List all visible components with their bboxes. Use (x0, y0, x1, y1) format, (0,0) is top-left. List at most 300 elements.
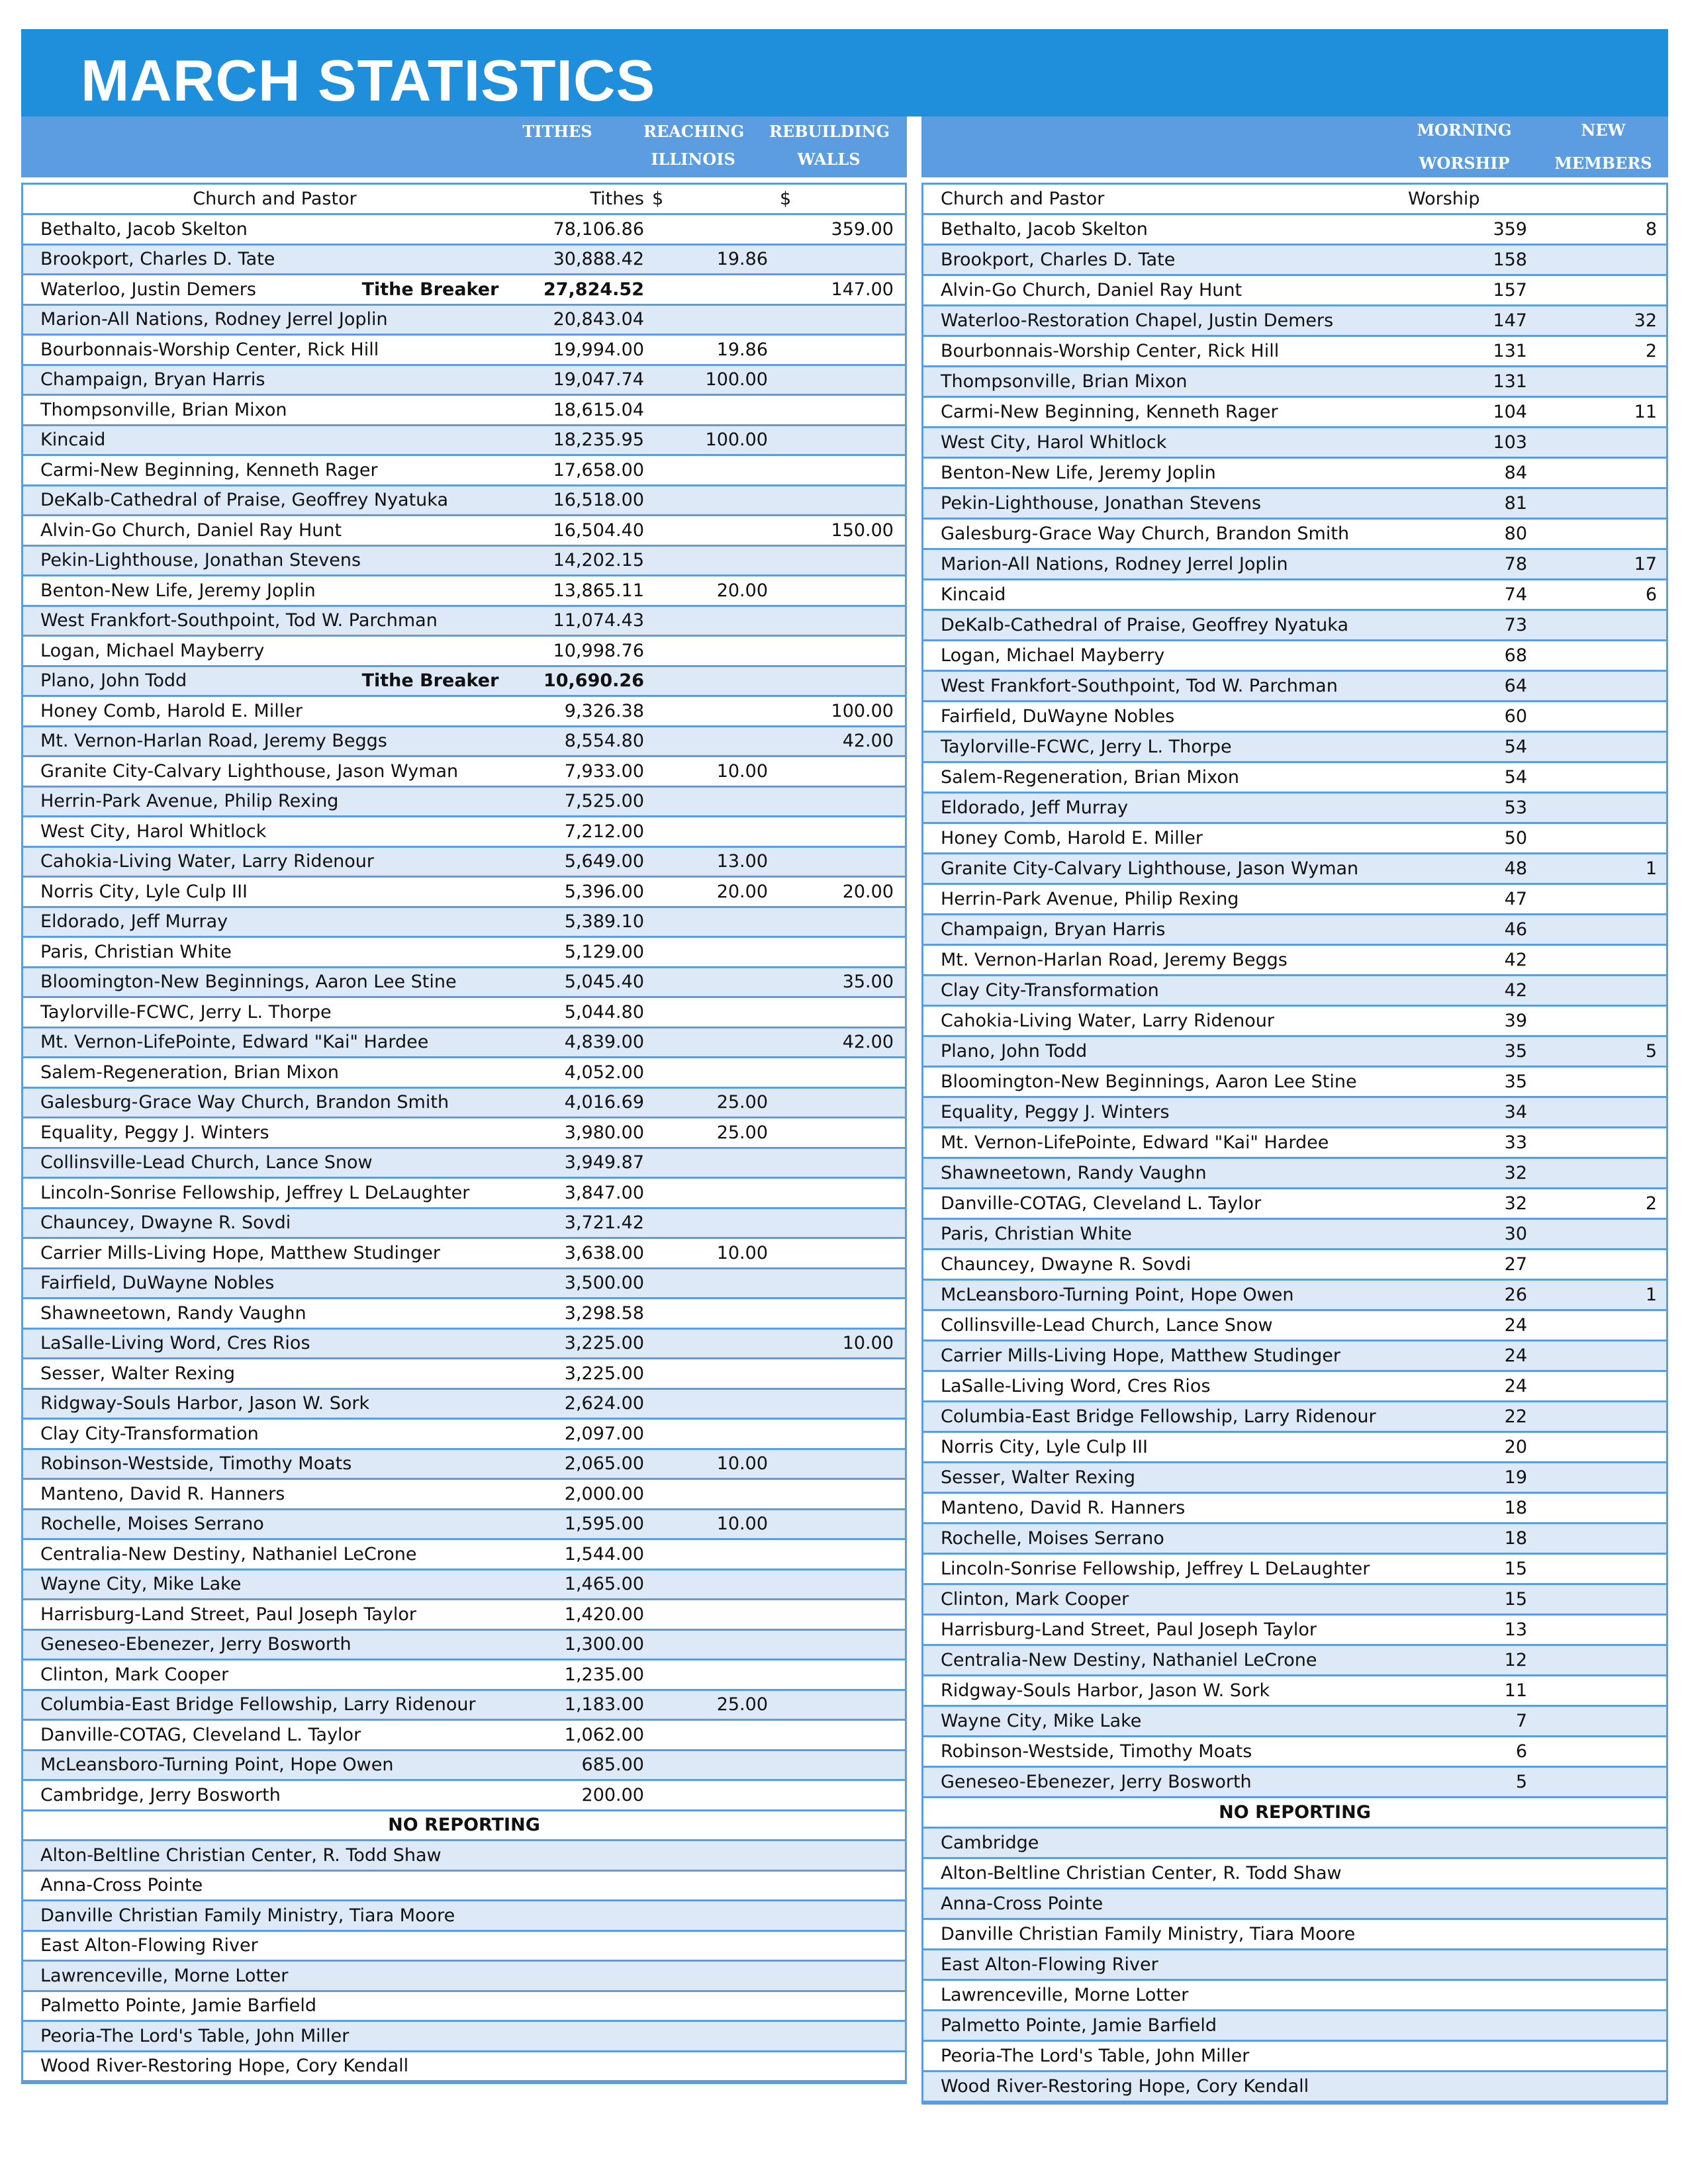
rebuilding-walls-value (778, 1420, 894, 1448)
new-members-value (1559, 1372, 1657, 1400)
rebuilding-walls-value (778, 817, 894, 846)
reaching-illinois-value: 100.00 (705, 430, 768, 451)
morning-worship-value: 50 (1504, 828, 1527, 848)
new-members-value (1559, 1676, 1657, 1705)
table-row (23, 938, 905, 968)
new-members-value (1559, 1342, 1657, 1370)
table-row (923, 1159, 1666, 1189)
church-name: Geneseo-Ebenezer, Jerry Bosworth (40, 1634, 352, 1655)
church-name: Mt. Vernon-LifePointe, Edward "Kai" Hardee (40, 1032, 429, 1053)
church-name: Shawneetown, Randy Vaughn (941, 1163, 1207, 1183)
table-row (23, 848, 905, 878)
tithes-value: 3,298.58 (564, 1302, 644, 1324)
morning-worship-value: 33 (1504, 1132, 1527, 1153)
morning-worship-value: 104 (1493, 402, 1527, 422)
tithes-value: 5,389.10 (564, 911, 644, 933)
morning-worship-value: 19 (1504, 1467, 1527, 1488)
tithes-value: 2,000.00 (564, 1483, 644, 1504)
new-members-value (1559, 915, 1657, 944)
morning-worship-value: 15 (1504, 1589, 1527, 1610)
new-members-value: 6 (1645, 584, 1657, 605)
table-row (23, 1781, 905, 1811)
table-row (923, 885, 1666, 915)
morning-worship-value: 35 (1504, 1041, 1527, 1062)
new-members-value (1559, 246, 1657, 274)
church-name: Robinson-Westside, Timothy Moats (40, 1453, 352, 1475)
tithes-value: 5,129.00 (564, 941, 644, 962)
reaching-illinois-value (659, 547, 768, 575)
new-members-value (1559, 1433, 1657, 1461)
tithes-value: 18,615.04 (553, 399, 644, 420)
reaching-illinois-value: 25.00 (716, 1092, 768, 1113)
morning-worship-value: 24 (1504, 1315, 1527, 1336)
church-name: Harrisburg-Land Street, Paul Joseph Taylor (40, 1604, 417, 1625)
table-row (23, 547, 905, 577)
morning-worship-value: 131 (1493, 371, 1527, 392)
church-name: Wood River-Restoring Hope, Cory Kendall (40, 2056, 409, 2077)
church-name: Anna-Cross Pointe (941, 1893, 1103, 1914)
new-members-value (1559, 1494, 1657, 1522)
new-members-value (1559, 976, 1657, 1005)
reaching-illinois-value: 10.00 (716, 1514, 768, 1535)
table-row (923, 367, 1666, 398)
no-reporting-row (923, 1950, 1666, 1981)
church-name: Fairfield, DuWayne Nobles (40, 1273, 275, 1294)
tithe-breaker-badge: Tithe Breaker (361, 279, 499, 300)
morning-worship-value: 54 (1504, 737, 1527, 757)
morning-worship-value: 27 (1504, 1254, 1527, 1275)
church-name: Carmi-New Beginning, Kenneth Rager (941, 402, 1278, 422)
tithes-value: 2,065.00 (564, 1453, 644, 1475)
table-row (23, 1570, 905, 1601)
new-members-value: 1 (1645, 858, 1657, 879)
morning-worship-value: 18 (1504, 1528, 1527, 1549)
morning-worship-value: 39 (1504, 1011, 1527, 1031)
rebuilding-walls-value: 42.00 (842, 731, 894, 752)
morning-worship-value: 32 (1504, 1163, 1527, 1183)
church-name: Galesburg-Grace Way Church, Brandon Smith (40, 1092, 449, 1113)
new-members-value (1559, 702, 1657, 731)
tithes-value: 30,888.42 (553, 249, 644, 270)
church-name: Collinsville-Lead Church, Lance Snow (40, 1152, 373, 1173)
church-name: Bourbonnais-Worship Center, Rick Hill (941, 341, 1280, 361)
tithes-value: 78,106.86 (553, 218, 644, 240)
header-worship-line1: MORNING (1417, 120, 1512, 140)
tithes-value: 9,326.38 (564, 700, 644, 721)
reaching-illinois-value (659, 817, 768, 846)
table-row (23, 1751, 905, 1782)
new-members-value: 2 (1645, 341, 1657, 361)
reaching-illinois-value (659, 908, 768, 936)
morning-worship-value: 359 (1493, 219, 1527, 240)
morning-worship-value: 131 (1493, 341, 1527, 361)
reaching-illinois-value (659, 1209, 768, 1238)
tithes-value: 200.00 (581, 1784, 644, 1805)
tithes-value: 16,504.40 (553, 520, 644, 541)
church-name: East Alton-Flowing River (40, 1935, 258, 1956)
church-name: Shawneetown, Randy Vaughn (40, 1302, 306, 1324)
church-name: Marion-All Nations, Rodney Jerrel Joplin (40, 309, 388, 330)
table-row (23, 1149, 905, 1179)
tithes-value: 1,235.00 (564, 1664, 644, 1685)
church-name: McLeansboro-Turning Point, Hope Owen (941, 1285, 1294, 1305)
tithes-value: 1,465.00 (564, 1574, 644, 1595)
rebuilding-walls-value: 359.00 (831, 218, 894, 240)
tithes-value: 3,949.87 (564, 1152, 644, 1173)
church-name: Columbia-East Bridge Fellowship, Larry Ridenour (941, 1406, 1376, 1427)
morning-worship-value: 60 (1504, 706, 1527, 727)
new-members-value: 32 (1634, 310, 1657, 331)
morning-worship-value: 103 (1493, 432, 1527, 453)
reaching-illinois-value (659, 486, 768, 515)
tithes-value: 14,202.15 (553, 550, 644, 571)
morning-worship-value: 15 (1504, 1559, 1527, 1579)
new-members-value (1559, 1402, 1657, 1431)
tithe-breaker-badge: Tithe Breaker (361, 670, 499, 692)
table-row (23, 1179, 905, 1209)
table-row (923, 580, 1666, 611)
morning-worship-value: 35 (1504, 1071, 1527, 1092)
table-row (923, 1250, 1666, 1281)
rebuilding-walls-value (778, 757, 894, 786)
tithes-value: 11,074.43 (553, 610, 644, 631)
new-members-value (1559, 1737, 1657, 1766)
church-name: Pekin-Lighthouse, Jonathan Stevens (941, 493, 1262, 514)
church-name: Carrier Mills-Living Hope, Matthew Studinger (40, 1242, 440, 1263)
table-row (923, 1524, 1666, 1555)
church-name: Benton-New Life, Jeremy Joplin (941, 463, 1216, 483)
church-name: Norris City, Lyle Culp III (40, 881, 248, 902)
table-row (923, 550, 1666, 580)
reaching-illinois-value (659, 1269, 768, 1298)
reaching-illinois-value (659, 1540, 768, 1569)
church-name: Granite City-Calvary Lighthouse, Jason Wyman (40, 760, 459, 782)
table-row (23, 1330, 905, 1360)
header-rebuilding-walls (769, 118, 888, 173)
tithes-value: 19,994.00 (553, 339, 644, 360)
morning-worship-value: 47 (1504, 889, 1527, 909)
rebuilding-walls-value: 100.00 (831, 700, 894, 721)
table-row (923, 1281, 1666, 1311)
church-name: Taylorville-FCWC, Jerry L. Thorpe (941, 737, 1232, 757)
subheader-worship: Worship (1408, 189, 1480, 209)
new-members-value (1559, 428, 1657, 457)
table-row (23, 1691, 905, 1721)
tithes-table (21, 183, 907, 2084)
morning-worship-value: 13 (1504, 1619, 1527, 1640)
church-name: Alton-Beltline Christian Center, R. Todd Shaw (941, 1863, 1342, 1884)
church-name: Danville-COTAG, Cleveland L. Taylor (40, 1724, 361, 1745)
table-row (923, 489, 1666, 520)
church-name: Salem-Regeneration, Brian Mixon (40, 1062, 339, 1083)
table-row (923, 246, 1666, 276)
table-row (23, 727, 905, 758)
rebuilding-walls-value (778, 576, 894, 605)
table-row (23, 1089, 905, 1119)
rebuilding-walls-value (778, 1600, 894, 1629)
new-members-value (1559, 1128, 1657, 1157)
rebuilding-walls-value (778, 366, 894, 394)
church-name: Champaign, Bryan Harris (941, 919, 1166, 940)
page-title: MARCH STATISTICS (81, 48, 656, 113)
new-members-value (1559, 1311, 1657, 1340)
table-row (23, 1390, 905, 1420)
table-row (923, 1646, 1666, 1676)
new-members-value (1559, 1068, 1657, 1096)
table-row (23, 576, 905, 607)
church-name: Peoria-The Lord's Table, John Miller (941, 2046, 1250, 2066)
subheader-church-pastor: Church and Pastor (193, 189, 357, 209)
church-name: Ridgway-Souls Harbor, Jason W. Sork (941, 1680, 1270, 1701)
tithes-value: 3,721.42 (564, 1212, 644, 1234)
table-row (923, 337, 1666, 367)
church-name: Galesburg-Grace Way Church, Brandon Smith (941, 523, 1350, 544)
tithes-value: 5,045.40 (564, 972, 644, 993)
morning-worship-value: 147 (1493, 310, 1527, 331)
rebuilding-walls-value (778, 246, 894, 274)
no-reporting-row (923, 1981, 1666, 2011)
table-row (923, 1098, 1666, 1128)
rebuilding-walls-value (778, 667, 894, 696)
church-name: Collinsville-Lead Church, Lance Snow (941, 1315, 1273, 1336)
new-members-value (1559, 1524, 1657, 1553)
church-name: Champaign, Bryan Harris (40, 369, 265, 390)
church-name: Marion-All Nations, Rodney Jerrel Joplin (941, 554, 1288, 574)
new-members-value: 17 (1634, 554, 1657, 574)
reaching-illinois-value (659, 215, 768, 244)
tithes-value: 5,044.80 (564, 1001, 644, 1023)
rebuilding-walls-value (778, 1058, 894, 1087)
church-name: Alton-Beltline Christian Center, R. Todd Shaw (40, 1844, 442, 1866)
table-row (23, 968, 905, 999)
no-reporting-header (923, 1798, 1666, 1829)
church-name: Geneseo-Ebenezer, Jerry Bosworth (941, 1772, 1252, 1792)
table-row (923, 276, 1666, 306)
tithes-value: 3,225.00 (564, 1363, 644, 1384)
church-name: Centralia-New Destiny, Nathaniel LeCrone (40, 1543, 417, 1565)
table-row (923, 763, 1666, 794)
reaching-illinois-value (659, 1149, 768, 1177)
table-row (923, 1037, 1666, 1068)
morning-worship-value: 157 (1493, 280, 1527, 300)
table-row (923, 1372, 1666, 1402)
subheader-church-pastor: Church and Pastor (941, 189, 1105, 209)
header-reaching-illinois (643, 118, 743, 173)
table-row (923, 1433, 1666, 1463)
table-row (923, 1189, 1666, 1220)
rebuilding-walls-value (778, 1118, 894, 1147)
rebuilding-walls-value (778, 938, 894, 966)
church-name: Bloomington-New Beginnings, Aaron Lee Stine (40, 972, 457, 993)
worship-table-subheader (923, 185, 1666, 215)
church-name: Cambridge, Jerry Bosworth (40, 1784, 281, 1805)
no-reporting-row (923, 2011, 1666, 2042)
tithes-value: 1,544.00 (564, 1543, 644, 1565)
reaching-illinois-value (659, 396, 768, 424)
church-name: Bloomington-New Beginnings, Aaron Lee Stine (941, 1071, 1357, 1092)
church-name: Carrier Mills-Living Hope, Matthew Studinger (941, 1345, 1340, 1366)
table-row (923, 1676, 1666, 1707)
reaching-illinois-value (659, 1359, 768, 1388)
table-row (923, 915, 1666, 946)
church-name: Salem-Regeneration, Brian Mixon (941, 767, 1239, 788)
table-row (23, 697, 905, 727)
new-members-value (1559, 1707, 1657, 1735)
rebuilding-walls-value (778, 1269, 894, 1298)
rebuilding-walls-value: 10.00 (842, 1333, 894, 1354)
tithes-value: 20,843.04 (553, 309, 644, 330)
rebuilding-walls-value (778, 1089, 894, 1117)
new-members-value (1559, 946, 1657, 974)
church-name: Logan, Michael Mayberry (941, 645, 1165, 666)
reaching-illinois-value (659, 516, 768, 545)
tithes-table-subheader (23, 185, 905, 215)
table-row (23, 1299, 905, 1330)
table-row (923, 641, 1666, 672)
tithes-value: 8,554.80 (564, 731, 644, 752)
table-row (923, 1555, 1666, 1585)
church-name: Clay City-Transformation (941, 980, 1159, 1001)
table-row (23, 878, 905, 908)
table-row (923, 398, 1666, 428)
no-reporting-row (923, 1920, 1666, 1950)
tithes-value: 685.00 (581, 1754, 644, 1776)
morning-worship-value: 26 (1504, 1285, 1527, 1305)
church-name: DeKalb-Cathedral of Praise, Geoffrey Nyatuka (941, 615, 1349, 635)
church-name: Bethalto, Jacob Skelton (40, 218, 248, 240)
rebuilding-walls-value (778, 1299, 894, 1328)
table-row (923, 1007, 1666, 1037)
table-row (923, 976, 1666, 1007)
reaching-illinois-value: 25.00 (716, 1694, 768, 1715)
reaching-illinois-value (659, 637, 768, 665)
morning-worship-value: 32 (1504, 1193, 1527, 1214)
tithes-value: 3,847.00 (564, 1182, 644, 1203)
rebuilding-walls-value (778, 1661, 894, 1689)
tithes-value: 1,062.00 (564, 1724, 644, 1745)
church-name: Paris, Christian White (941, 1224, 1132, 1244)
new-members-value (1559, 1768, 1657, 1796)
church-name: Lawrenceville, Morne Lotter (40, 1965, 289, 1986)
reaching-illinois-value (659, 1721, 768, 1749)
rebuilding-walls-value (778, 998, 894, 1026)
rebuilding-walls-value (778, 1149, 894, 1177)
table-row (23, 1600, 905, 1631)
table-row (23, 456, 905, 486)
rebuilding-walls-value (778, 1510, 894, 1539)
reaching-illinois-value: 19.86 (716, 249, 768, 270)
reaching-illinois-value (659, 788, 768, 816)
reaching-illinois-value (659, 1330, 768, 1358)
tithes-value: 13,865.11 (553, 580, 644, 601)
reaching-illinois-value (659, 607, 768, 635)
rebuilding-walls-value (778, 396, 894, 424)
church-name: Clinton, Mark Cooper (40, 1664, 229, 1685)
table-row (23, 215, 905, 246)
church-name: Chauncey, Dwayne R. Sovdi (941, 1254, 1192, 1275)
table-row (923, 1220, 1666, 1250)
rebuilding-walls-value: 42.00 (842, 1032, 894, 1053)
reaching-illinois-value (659, 1781, 768, 1809)
rebuilding-walls-value (778, 1721, 894, 1749)
new-members-value: 5 (1645, 1041, 1657, 1062)
no-reporting-row (923, 1889, 1666, 1920)
table-row (23, 1480, 905, 1510)
church-name: Manteno, David R. Hanners (941, 1498, 1186, 1518)
church-name: LaSalle-Living Word, Cres Rios (40, 1333, 310, 1354)
reaching-illinois-value (659, 1420, 768, 1448)
rebuilding-walls-value: 35.00 (842, 972, 894, 993)
church-name: Equality, Peggy J. Winters (40, 1122, 269, 1143)
table-row (923, 946, 1666, 976)
morning-worship-value: 5 (1515, 1772, 1527, 1792)
new-members-value (1559, 641, 1657, 670)
morning-worship-value: 7 (1515, 1711, 1527, 1731)
morning-worship-value: 74 (1504, 584, 1527, 605)
morning-worship-value: 20 (1504, 1437, 1527, 1457)
header-reaching-line1: REACHING (643, 122, 745, 141)
church-name: Palmetto Pointe, Jamie Barfield (941, 2015, 1217, 2036)
church-name: Sesser, Walter Rexing (941, 1467, 1136, 1488)
church-name: Centralia-New Destiny, Nathaniel LeCrone (941, 1650, 1317, 1670)
rebuilding-walls-value (778, 1450, 894, 1479)
church-name: Norris City, Lyle Culp III (941, 1437, 1148, 1457)
right-header-band (921, 116, 1668, 177)
new-members-value (1559, 794, 1657, 822)
reaching-illinois-value (659, 1028, 768, 1057)
church-name: Lincoln-Sonrise Fellowship, Jeffrey L DeLaughter (941, 1559, 1370, 1579)
table-row (23, 1239, 905, 1269)
morning-worship-value: 48 (1504, 858, 1527, 879)
tithes-value: 17,658.00 (553, 459, 644, 480)
worship-table (921, 183, 1668, 2105)
church-name: Alvin-Go Church, Daniel Ray Hunt (941, 280, 1243, 300)
morning-worship-value: 42 (1504, 980, 1527, 1001)
tithes-value: 1,300.00 (564, 1634, 644, 1655)
church-name: Logan, Michael Mayberry (40, 640, 265, 661)
rebuilding-walls-value (778, 1390, 894, 1418)
table-row (923, 1402, 1666, 1433)
reaching-illinois-value: 10.00 (716, 760, 768, 782)
table-row (923, 1707, 1666, 1737)
new-members-value (1559, 459, 1657, 487)
church-name: Pekin-Lighthouse, Jonathan Stevens (40, 550, 361, 571)
church-name: Benton-New Life, Jeremy Joplin (40, 580, 316, 601)
reaching-illinois-value (659, 1390, 768, 1418)
table-row (23, 1661, 905, 1691)
table-row (23, 1631, 905, 1661)
rebuilding-walls-value (778, 1209, 894, 1238)
table-row (923, 215, 1666, 246)
rebuilding-walls-value (778, 426, 894, 455)
rebuilding-walls-value (778, 1570, 894, 1599)
header-tithes-label: TITHES (522, 122, 592, 141)
reaching-illinois-value (659, 1661, 768, 1689)
morning-worship-value: 42 (1504, 950, 1527, 970)
table-row (923, 824, 1666, 854)
church-name: Taylorville-FCWC, Jerry L. Thorpe (40, 1001, 332, 1023)
table-row (23, 1359, 905, 1390)
church-name: Thompsonville, Brian Mixon (40, 399, 287, 420)
new-members-value: 2 (1645, 1193, 1657, 1214)
no-reporting-row (923, 2072, 1666, 2103)
header-rebuilding-line2: WALLS (797, 150, 861, 169)
church-name: Cahokia-Living Water, Larry Ridenour (40, 851, 375, 872)
table-row (23, 637, 905, 667)
morning-worship-value: 24 (1504, 1376, 1527, 1396)
no-reporting-label: NO REPORTING (1219, 1802, 1371, 1823)
rebuilding-walls-value (778, 788, 894, 816)
